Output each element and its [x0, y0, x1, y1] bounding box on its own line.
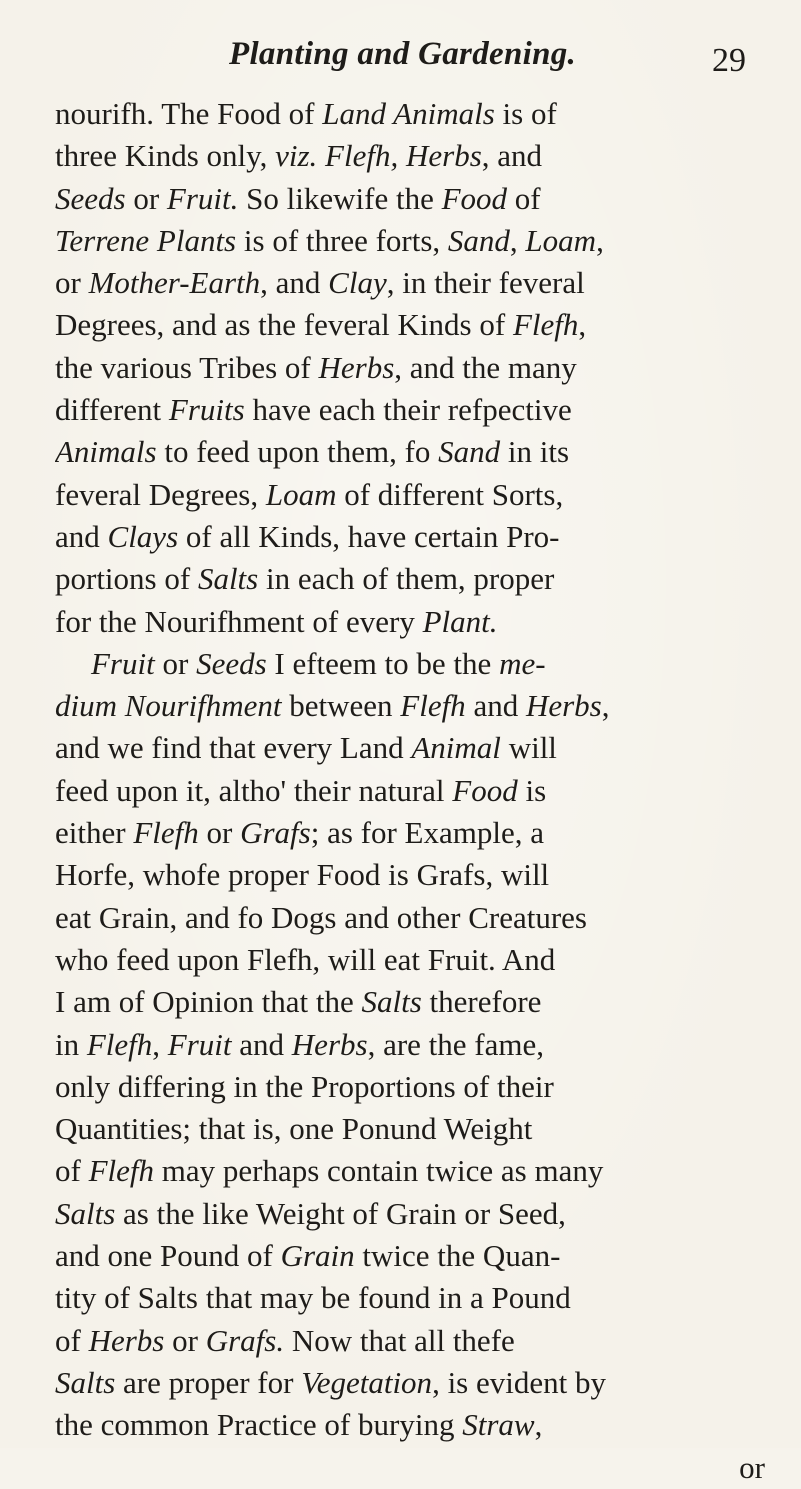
- body-text: [55, 93, 790, 1489]
- text-run: of: [55, 1322, 89, 1358]
- text-line: [55, 981, 790, 1023]
- text-run: between: [281, 688, 401, 724]
- italic-text-run: Herbs: [318, 349, 395, 385]
- italic-text-run: Straw: [462, 1407, 535, 1443]
- text-run: or: [739, 1449, 765, 1485]
- text-run: tity of Salts that may be found in a Pound: [55, 1280, 571, 1316]
- text-line: [55, 389, 790, 431]
- italic-text-run: Salts: [55, 1195, 116, 1231]
- italic-text-run: Herbs: [88, 1322, 165, 1358]
- italic-text-run: dium Nourifhment: [55, 688, 282, 724]
- text-line: [55, 516, 790, 558]
- italic-text-run: Mother-Earth: [88, 265, 261, 301]
- italic-text-run: Flefh: [86, 1026, 153, 1062]
- text-run: for the Nourifhment of every: [55, 603, 423, 639]
- text-line: [55, 474, 790, 516]
- italic-text-run: viz. Flefh, Herbs: [275, 138, 482, 174]
- italic-text-run: Flefh: [133, 815, 199, 851]
- text-line: [55, 135, 790, 177]
- text-line: [55, 685, 790, 727]
- text-run: and one Pound of: [55, 1238, 281, 1274]
- italic-text-run: Flefh: [400, 688, 466, 724]
- italic-text-run: Loam: [525, 222, 597, 258]
- text-run: is: [517, 772, 547, 808]
- text-run: feed upon it, altho' their natural: [55, 772, 453, 808]
- italic-text-run: Grafs.: [205, 1322, 285, 1358]
- text-run: are proper for: [115, 1364, 302, 1400]
- text-line: [55, 1404, 790, 1446]
- text-run: or: [55, 265, 89, 301]
- italic-text-run: Terrene Plants: [55, 222, 237, 258]
- text-run: three Kinds only,: [55, 138, 276, 174]
- text-line: [55, 304, 790, 346]
- text-run: and: [231, 1026, 292, 1062]
- italic-text-run: Food: [452, 772, 518, 808]
- text-run: the common Practice of burying: [55, 1407, 463, 1443]
- text-line: [55, 727, 790, 769]
- italic-text-run: Seeds: [196, 645, 267, 681]
- italic-text-run: Vegetation: [301, 1364, 433, 1400]
- italic-text-run: Flefh: [512, 307, 579, 343]
- text-run: or: [125, 180, 167, 216]
- text-line: [55, 939, 790, 981]
- text-run: and: [55, 518, 108, 554]
- text-run: I efteem to be the: [266, 645, 500, 681]
- italic-text-run: Flefh: [88, 1153, 154, 1189]
- text-run: only differing in the Proportions of their: [55, 1068, 554, 1104]
- text-run: ,: [152, 1026, 168, 1062]
- text-line: [55, 1024, 790, 1066]
- text-run: may perhaps contain twice as many: [154, 1153, 604, 1189]
- text-run: or: [164, 1322, 206, 1358]
- text-line: [55, 558, 790, 600]
- italic-text-run: Grain: [280, 1238, 355, 1274]
- text-run: , are the fame,: [367, 1026, 544, 1062]
- text-run: of: [55, 1153, 89, 1189]
- text-line: [55, 220, 790, 262]
- text-run: is of: [494, 96, 557, 131]
- italic-text-run: Animal: [411, 730, 501, 766]
- italic-text-run: Seeds: [55, 180, 126, 216]
- italic-text-run: Herbs: [525, 688, 602, 724]
- text-run: in its: [500, 434, 570, 470]
- catchword: [55, 1447, 790, 1489]
- text-run: different: [55, 392, 169, 428]
- text-run: is of three forts,: [236, 222, 448, 258]
- italic-text-run: Fruit: [91, 645, 155, 681]
- italic-text-run: Food: [441, 180, 508, 216]
- running-head: Planting and Gardening.: [229, 36, 577, 72]
- text-run: ,: [509, 222, 526, 258]
- text-run: in each of them, proper: [258, 561, 555, 597]
- text-run: ,: [596, 222, 604, 258]
- text-line: [55, 1150, 790, 1192]
- italic-text-run: Plant.: [422, 603, 498, 639]
- text-run: Horfe, whofe proper Food is Grafs, will: [55, 857, 550, 893]
- text-line: [55, 347, 790, 389]
- page-number: 29: [712, 42, 746, 79]
- text-line: [55, 854, 790, 896]
- italic-text-run: Sand: [447, 222, 510, 258]
- text-run: in: [55, 1026, 87, 1062]
- italic-text-run: Fruit.: [166, 180, 239, 216]
- italic-text-run: Salts: [361, 984, 422, 1020]
- text-run: Now that all thefe: [284, 1322, 515, 1358]
- text-line: [55, 1235, 790, 1277]
- text-line: [55, 1108, 790, 1150]
- italic-text-run: Clay: [328, 265, 387, 301]
- text-run: either: [55, 815, 134, 851]
- text-run: , and: [481, 138, 543, 174]
- text-run: or: [198, 815, 241, 851]
- text-run: have each their refpective: [244, 392, 572, 428]
- text-run: of all Kinds, have certain Pro-: [178, 518, 560, 554]
- text-run: feveral Degrees,: [55, 476, 266, 512]
- text-line: [55, 643, 790, 685]
- text-line: [55, 1362, 790, 1404]
- text-line: [55, 1066, 790, 1108]
- text-line: [55, 262, 790, 304]
- text-run: I am of Opinion that the: [55, 984, 362, 1020]
- italic-text-run: Clays: [107, 518, 179, 554]
- text-run: twice the Quan-: [354, 1238, 561, 1274]
- italic-text-run: Fruits: [168, 392, 245, 428]
- italic-text-run: Salts: [55, 1364, 116, 1400]
- text-run: Quantities; that is, one Ponund Weight: [55, 1111, 533, 1147]
- text-run: therefore: [421, 984, 542, 1020]
- text-run: to feed upon them, fo: [156, 434, 439, 470]
- text-run: Degrees, and as the feveral Kinds of: [55, 307, 513, 343]
- text-run: of different Sorts,: [336, 476, 564, 512]
- text-run: of: [507, 180, 541, 216]
- text-run: So likewife the: [238, 180, 442, 216]
- text-run: ,: [578, 307, 587, 343]
- text-run: ,: [601, 688, 610, 724]
- text-line: [55, 1277, 790, 1319]
- text-line: [55, 770, 790, 812]
- text-run: who feed upon Flefh, will eat Fruit. And: [55, 941, 556, 977]
- text-run: eat Grain, and fo Dogs and other Creatures: [55, 899, 587, 935]
- text-run: and: [465, 688, 526, 724]
- text-run: ; as for Example, a: [310, 815, 544, 851]
- text-run: as the like Weight of Grain or Seed,: [115, 1195, 566, 1231]
- text-line: [55, 897, 790, 939]
- italic-text-run: Herbs: [291, 1026, 368, 1062]
- italic-text-run: Sand: [438, 434, 501, 470]
- text-line: [55, 812, 790, 854]
- text-line: [55, 431, 790, 473]
- text-run: ,: [534, 1407, 543, 1443]
- text-run: , and the many: [394, 349, 577, 385]
- italic-text-run: Salts: [197, 561, 259, 597]
- text-run: or: [154, 645, 197, 681]
- italic-text-run: Fruit: [167, 1026, 232, 1062]
- italic-text-run: Grafs: [240, 815, 311, 851]
- text-line: [55, 1320, 790, 1362]
- text-run: the various Tribes of: [55, 349, 319, 385]
- italic-text-run: Animals: [55, 434, 157, 470]
- text-run: , in their feveral: [386, 265, 585, 301]
- text-run: , and: [260, 265, 329, 301]
- text-run: and we find that every Land: [55, 730, 412, 766]
- italic-text-run: Loam: [265, 476, 337, 512]
- text-run: portions of: [55, 561, 198, 597]
- text-run: will: [500, 730, 557, 766]
- text-run: , is evident by: [432, 1364, 606, 1400]
- italic-text-run: Land Animals: [322, 96, 495, 131]
- text-line: [55, 93, 790, 135]
- text-line: [55, 601, 790, 643]
- text-line: [55, 1193, 790, 1235]
- italic-text-run: me-: [499, 645, 546, 681]
- text-line: [55, 178, 790, 220]
- text-run: nourifh. The Food of: [55, 96, 323, 131]
